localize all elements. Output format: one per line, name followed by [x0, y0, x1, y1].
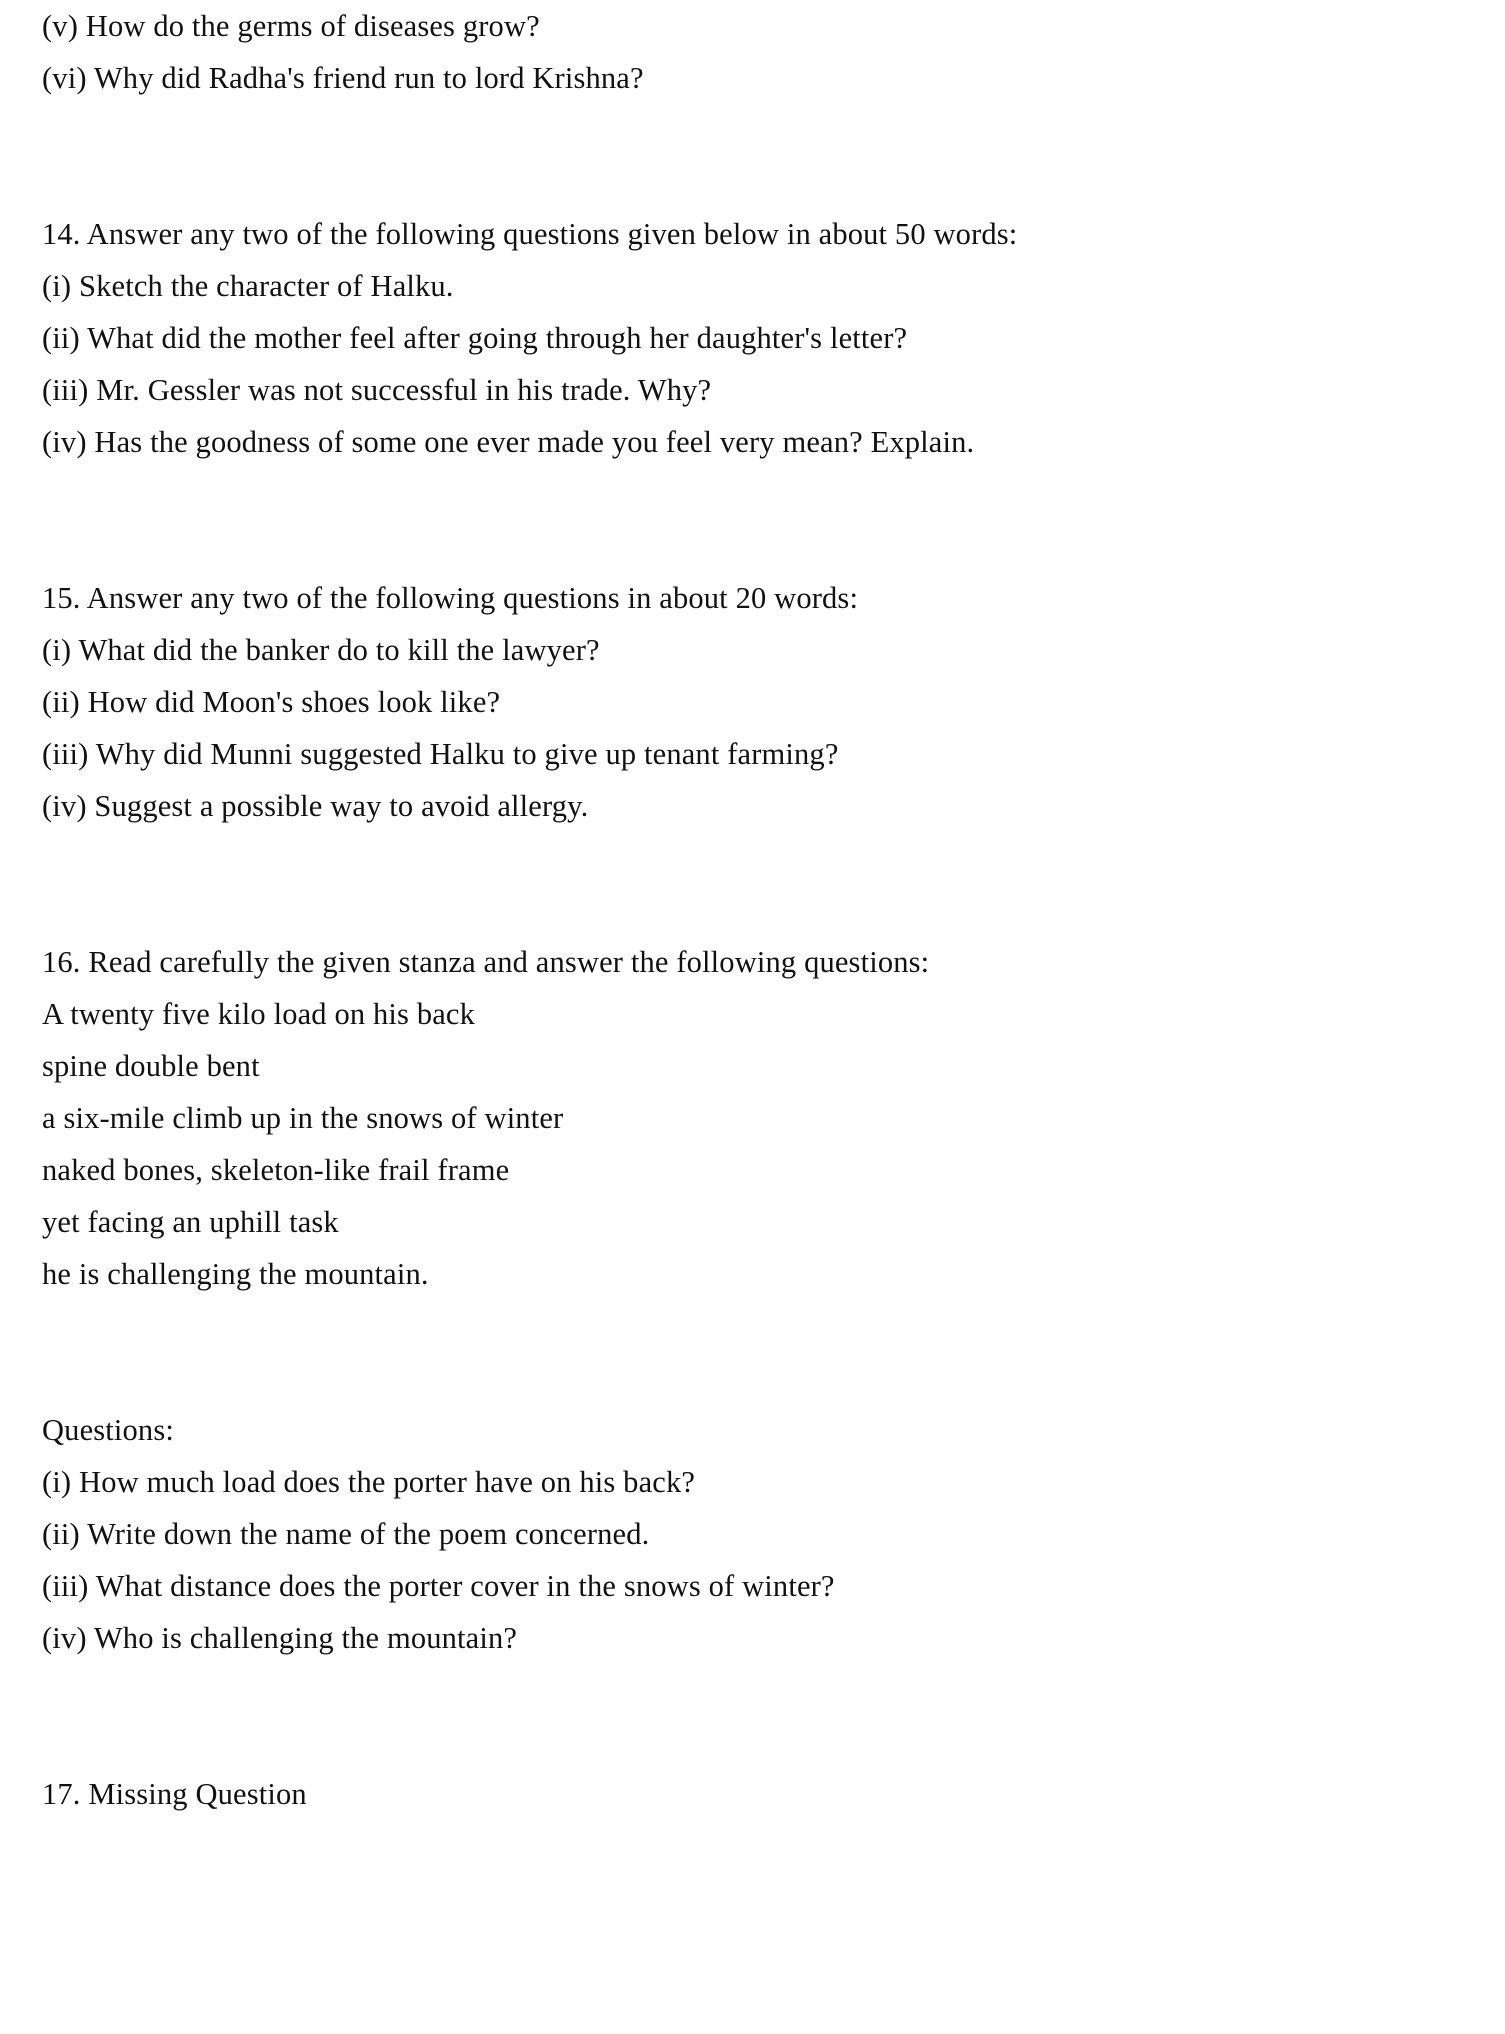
stanza-spacer — [42, 1300, 1462, 1404]
section-spacer — [42, 1664, 1462, 1768]
section-spacer — [42, 832, 1462, 936]
question-15-item-i: (i) What did the banker do to kill the lawyer? — [42, 633, 600, 667]
question-16-stanza-line-1: A twenty five kilo load on his back — [42, 997, 476, 1031]
question-14-item-iii: (iii) Mr. Gessler was not successful in his trade. Why? — [42, 373, 712, 407]
document-body — [42, 0, 1462, 1820]
question-15-heading: 15. Answer any two of the following questions in about 20 words: — [42, 581, 859, 615]
question-14-heading: 14. Answer any two of the following questions given below in about 50 words: — [42, 217, 1018, 251]
question-14-item-iv: (iv) Has the goodness of some one ever made you feel very mean? Explain. — [42, 425, 975, 459]
question-16-stanza-line-2: spine double bent — [42, 1049, 260, 1083]
question-16-stanza-line-6: he is challenging the mountain. — [42, 1257, 429, 1291]
question-16-stanza-line-4: naked bones, skeleton-like frail frame — [42, 1153, 510, 1187]
question-13-item-vi: (vi) Why did Radha's friend run to lord Krishna? — [42, 61, 644, 95]
question-16-stanza-line-3: a six-mile climb up in the snows of winter — [42, 1101, 564, 1135]
question-16-item-iii: (iii) What distance does the porter cover in the snows of winter? — [42, 1569, 835, 1603]
section-spacer — [42, 468, 1462, 572]
question-17-heading: 17. Missing Question — [42, 1777, 307, 1811]
question-16-item-ii: (ii) Write down the name of the poem concerned. — [42, 1517, 650, 1551]
question-16-item-iv: (iv) Who is challenging the mountain? — [42, 1621, 518, 1655]
question-14-item-ii: (ii) What did the mother feel after going through her daughter's letter? — [42, 321, 908, 355]
question-16-heading: 16. Read carefully the given stanza and answer the following questions: — [42, 945, 930, 979]
question-13-item-v: (v) How do the germs of diseases grow? — [42, 9, 540, 43]
question-15-item-ii: (ii) How did Moon's shoes look like? — [42, 685, 501, 719]
question-16-questions-label: Questions: — [42, 1413, 174, 1447]
question-14-item-i: (i) Sketch the character of Halku. — [42, 269, 454, 303]
question-16-item-i: (i) How much load does the porter have on his back? — [42, 1465, 696, 1499]
question-15-item-iii: (iii) Why did Munni suggested Halku to give up tenant farming? — [42, 737, 839, 771]
section-spacer — [42, 104, 1462, 208]
question-16-stanza-line-5: yet facing an uphill task — [42, 1205, 339, 1239]
question-15-item-iv: (iv) Suggest a possible way to avoid allergy. — [42, 789, 589, 823]
